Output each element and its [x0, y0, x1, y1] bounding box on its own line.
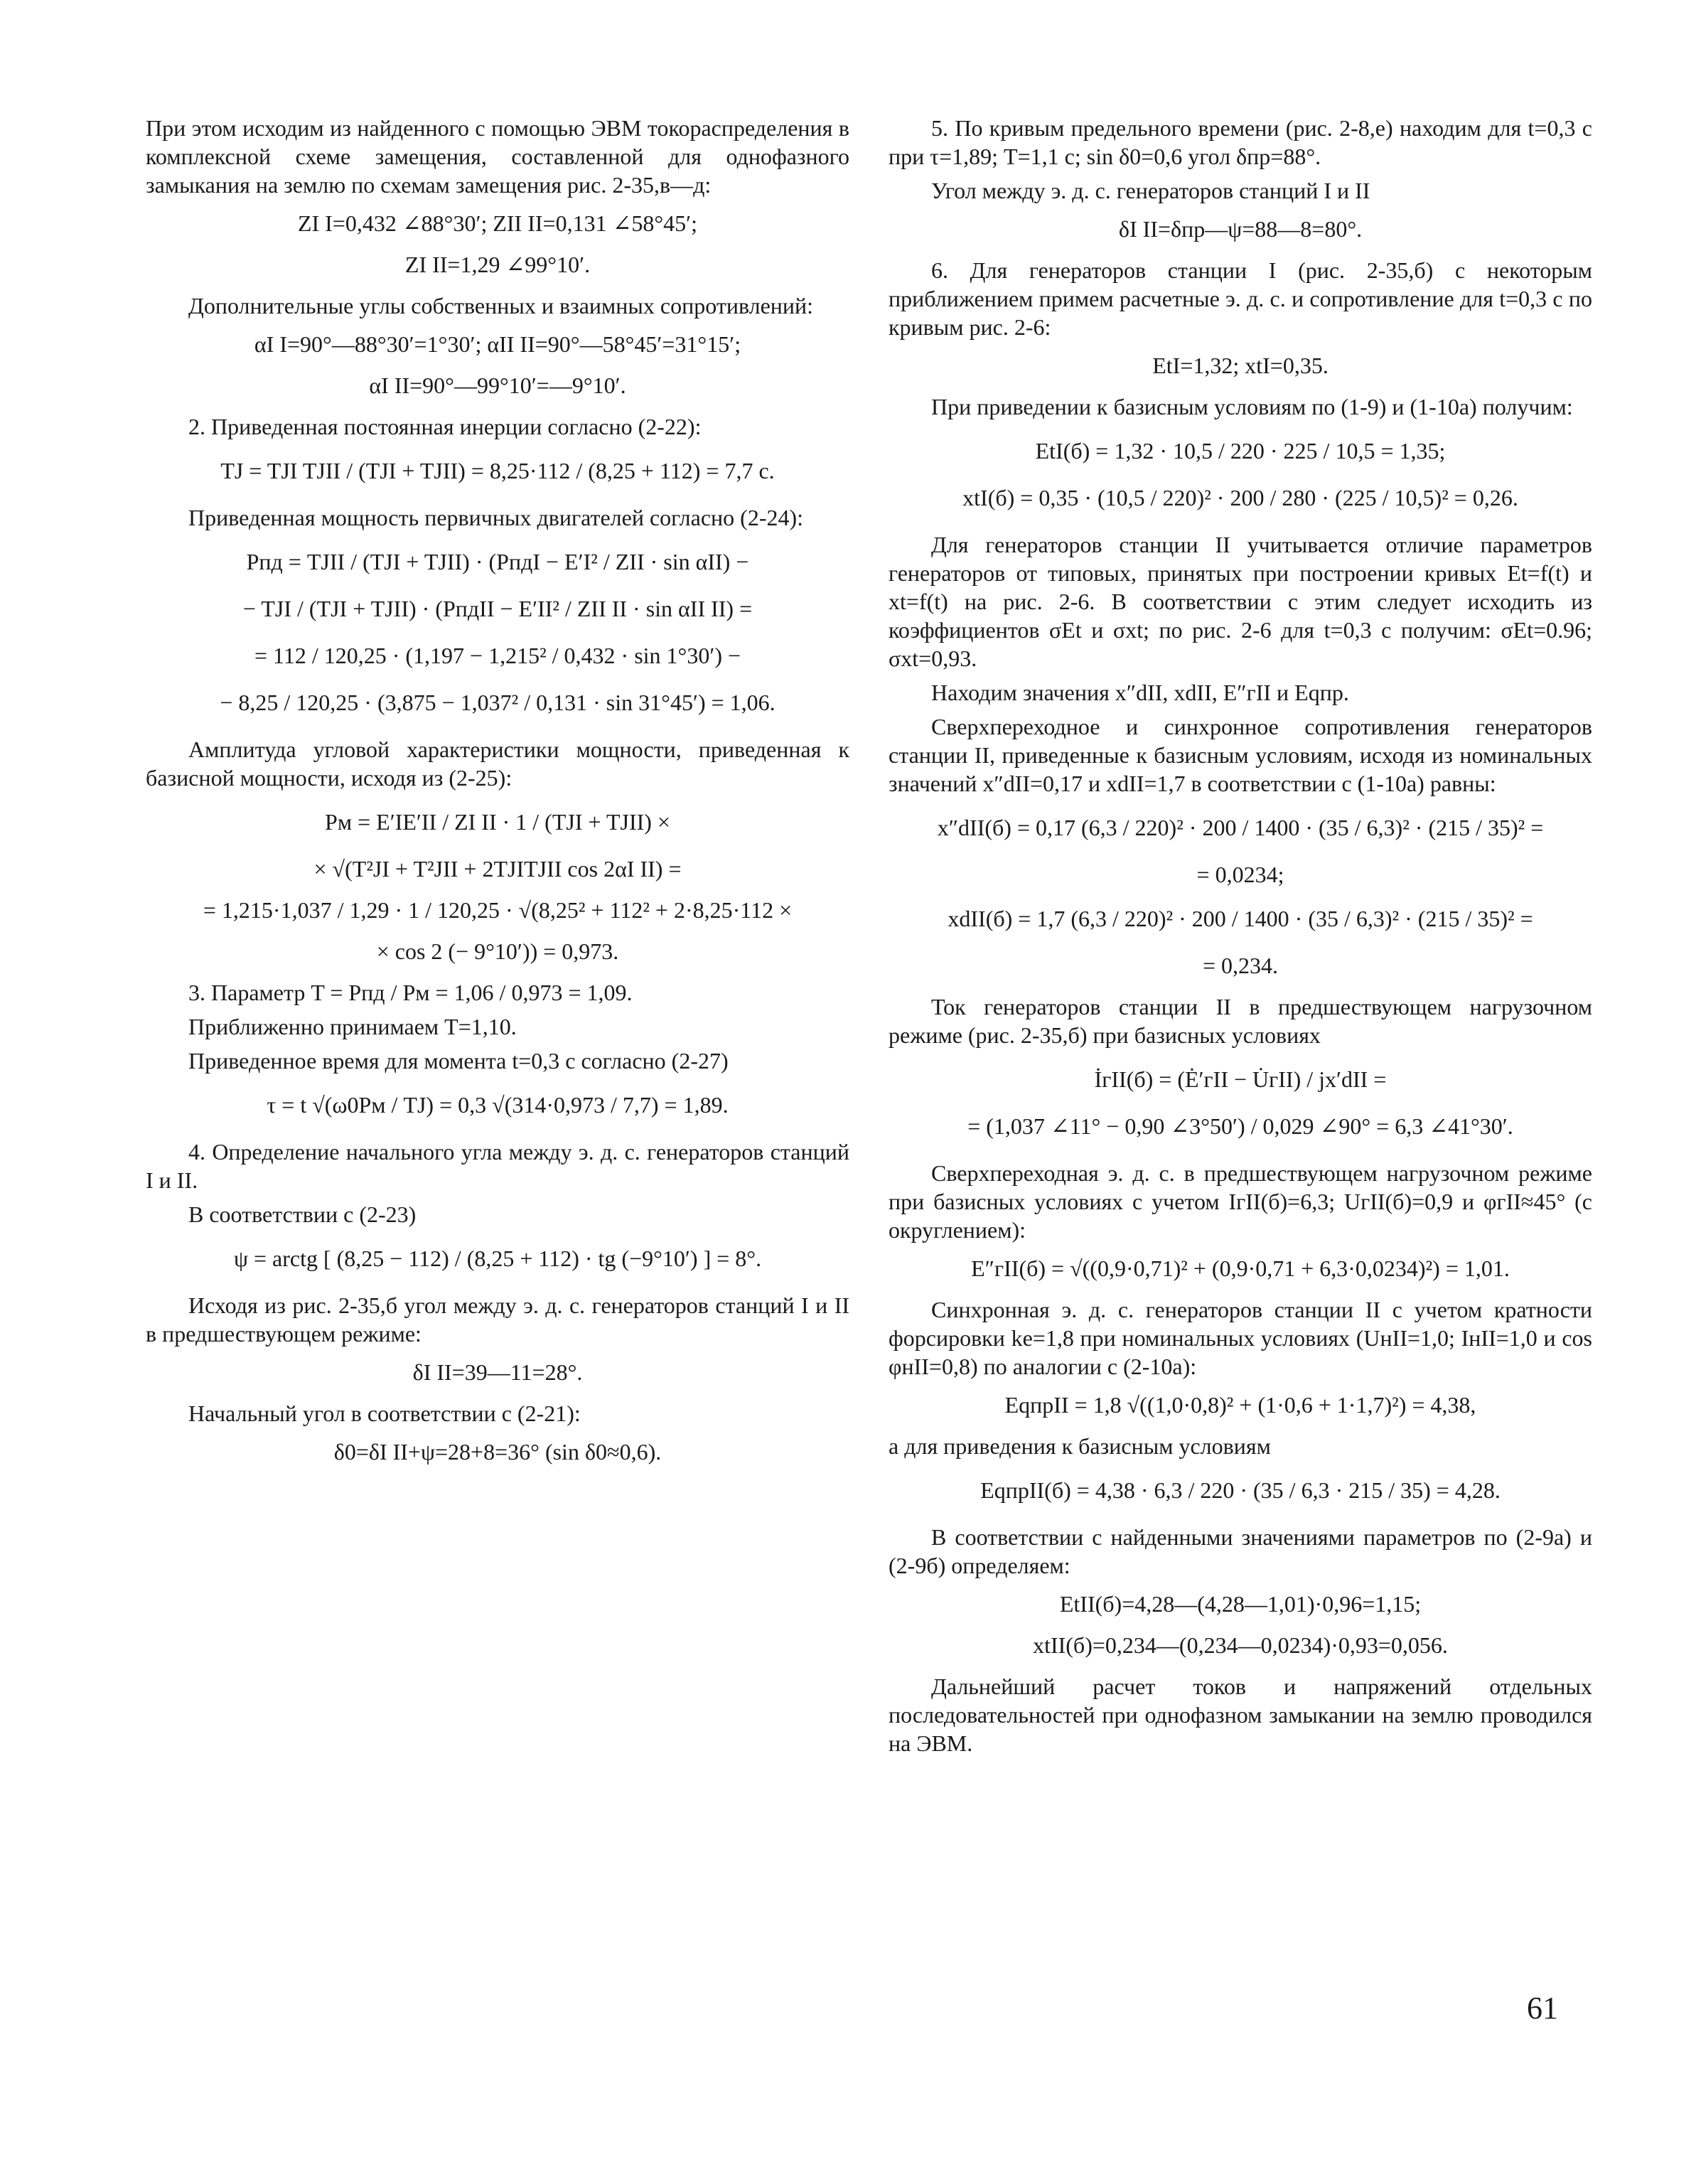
formula: − TJI / (TJI + TJII) · (PпдII − E′II² / ZII II · sin αII II) =: [242, 596, 753, 621]
formula: xtI(б) = 0,35 · (10,5 / 220)² · 200 / 280 · (225 / 10,5)² = 0,26.: [962, 485, 1518, 510]
formula: = 0,0234;: [1196, 862, 1284, 887]
formula: × cos 2 (− 9°10′)) = 0,973.: [376, 938, 619, 964]
paragraph: Приведенное время для момента t=0,3 с согласно (2-27): [188, 1048, 729, 1074]
paragraph: Угол между э. д. с. генераторов станций I и II: [931, 178, 1370, 203]
formula: EtI=1,32; xtI=0,35.: [1152, 353, 1329, 378]
formula: τ = t √(ω0Pм / TJ) = 0,3 √(314·0,973 / 7,7) = 1,89.: [267, 1092, 729, 1118]
formula: δI II=39—11=28°.: [412, 1359, 583, 1385]
formula: xtII(б)=0,234—(0,234—0,0234)·0,93=0,056.: [1033, 1632, 1448, 1658]
formula: = 0,234.: [1202, 953, 1279, 978]
paragraph: При приведении к базисным условиям по (1-9) и (1-10а) получим:: [931, 394, 1573, 419]
paragraph: В соответствии с найденными значениями параметров по (2-9а) и (2-9б) определяем:: [889, 1524, 1592, 1578]
paragraph: Ток генераторов станции II в предшествующем нагрузочном режиме (рис. 2-35,б) при базисных условиях: [889, 994, 1592, 1048]
formula: x″dII(б) = 0,17 (6,3 / 220)² · 200 / 1400 · (35 / 6,3)² · (215 / 35)² =: [937, 815, 1544, 840]
right-column: [889, 114, 1592, 1763]
formula: İгII(б) = (Ė′гII − U̇гII) / jx′dII =: [1094, 1066, 1387, 1092]
paragraph: Дополнительные углы собственных и взаимных сопротивлений:: [188, 293, 814, 318]
formula: xdII(б) = 1,7 (6,3 / 220)² · 200 / 1400 · (35 / 6,3)² · (215 / 35)² =: [948, 906, 1533, 931]
formula: TJ = TJI TJII / (TJI + TJII) = 8,25·112 / (8,25 + 112) = 7,7 с.: [220, 458, 775, 483]
formula: = 1,215·1,037 / 1,29 · 1 / 120,25 · √(8,25² + 112² + 2·8,25·112 ×: [203, 897, 793, 923]
paragraph: Начальный угол в соответствии с (2-21):: [188, 1401, 581, 1426]
formula: EqпрII = 1,8 √((1,0·0,8)² + (1·0,6 + 1·1,7)²) = 4,38,: [1004, 1392, 1476, 1418]
paragraph: 5. По кривым предельного времени (рис. 2-8,е) находим для t=0,3 с при τ=1,89; T=1,1 с; sin δ0=0,6 угол δпр=88°.: [889, 115, 1592, 169]
paragraph: а для приведения к базисным условиям: [889, 1433, 1271, 1459]
formula: = (1,037 ∠11° − 0,90 ∠3°50′) / 0,029 ∠90° = 6,3 ∠41°30′.: [967, 1113, 1513, 1139]
paragraph: Синхронная э. д. с. генераторов станции II с учетом кратности форсировки ke=1,8 при номинальных условиях (UнII=1,0; IнII=1,0 и cos φнII=0,8) по аналогии с (2-10а):: [889, 1297, 1592, 1379]
formula: E″гII(б) = √((0,9·0,71)² + (0,9·0,71 + 6,3·0,0234)²) = 1,01.: [971, 1256, 1510, 1281]
formula: Pпд = TJII / (TJI + TJII) · (PпдI − E′I² / ZII · sin αII) −: [246, 549, 749, 574]
formula: ZI I=0,432 ∠88°30′; ZII II=0,131 ∠58°45′;: [297, 210, 698, 236]
formula: − 8,25 / 120,25 · (3,875 − 1,037² / 0,131 · sin 31°45′) = 1,06.: [220, 690, 775, 715]
paragraph: Дальнейший расчет токов и напряжений отдельных последовательностей при однофазном замыкании на землю проводился на ЭВМ.: [889, 1674, 1592, 1756]
formula: αI II=90°—99°10′=—9°10′.: [369, 373, 626, 398]
formula: EtII(б)=4,28—(4,28—1,01)·0,96=1,15;: [1059, 1591, 1422, 1617]
paragraph: Исходя из рис. 2-35,б угол между э. д. с. генераторов станций I и II в предшествующем режиме:: [146, 1292, 849, 1347]
paragraph: Для генераторов станции II учитывается отличие параметров генераторов от типовых, принятых при построении кривых Et=f(t) и xt=f(t) на рис. 2-6. В соответствии с этим следует исходить из коэффициентов σEt и σxt; по рис. 2-6 для t=0,3 с получим: σEt=0.96; σxt=0,93.: [889, 532, 1592, 671]
paragraph: Приближенно принимаем T=1,10.: [188, 1014, 517, 1039]
formula: Pм = E′IE′II / ZI II · 1 / (TJI + TJII) ×: [325, 809, 670, 835]
paragraph: При этом исходим из найденного с помощью ЭВМ токораспределения в комплексной схеме замещения, составленной для однофазного замыкания на землю по схемам замещения рис. 2-35,в—д:: [146, 115, 849, 198]
paragraph: 4. Определение начального угла между э. д. с. генераторов станций I и II.: [146, 1139, 849, 1193]
paragraph: Сверхпереходная э. д. с. в предшествующем нагрузочном режиме при базисных условиях с учетом IгII(б)=6,3; UгII(б)=0,9 и φгII≈45° (с округлением):: [889, 1160, 1592, 1243]
page-number: 61: [1527, 1991, 1558, 2025]
paragraph: В соответствии с (2-23): [188, 1201, 417, 1227]
formula: ZI II=1,29 ∠99°10′.: [404, 252, 591, 277]
left-column: [146, 114, 849, 1479]
formula: EtI(б) = 1,32 · 10,5 / 220 · 225 / 10,5 = 1,35;: [1035, 438, 1446, 464]
paragraph: Находим значения x″dII, xdII, E″гII и Eqпр.: [931, 680, 1349, 705]
formula: = 112 / 120,25 · (1,197 − 1,215² / 0,432 · sin 1°30′) −: [254, 643, 741, 668]
formula: × √(T²JI + T²JII + 2TJITJII cos 2αI II) =: [313, 856, 682, 882]
formula: αI I=90°—88°30′=1°30′; αII II=90°—58°45′=31°15′;: [254, 331, 741, 357]
formula: δI II=δпр—ψ=88—8=80°.: [1118, 216, 1363, 242]
formula: ψ = arctg [ (8,25 − 112) / (8,25 + 112) · tg (−9°10′) ] = 8°.: [233, 1246, 762, 1271]
formula: EqпрII(б) = 4,38 · 6,3 / 220 · (35 / 6,3 · 215 / 35) = 4,28.: [980, 1477, 1501, 1503]
paragraph: 3. Параметр T = Pпд / Pм = 1,06 / 0,973 = 1,09.: [188, 980, 633, 1005]
paragraph: Сверхпереходное и синхронное сопротивления генераторов станции II, приведенные к базисным условиям, исходя из номинальных значений x″dII=0,17 и xdII=1,7 в соответствии с (1-10а) равны:: [889, 714, 1592, 796]
paragraph: Приведенная мощность первичных двигателей согласно (2-24):: [188, 505, 804, 530]
paragraph: Амплитуда угловой характеристики мощности, приведенная к базисной мощности, исходя из (2-25):: [146, 737, 849, 791]
paragraph: 6. Для генераторов станции I (рис. 2-35,б) с некоторым приближением примем расчетные э. д. с. и сопротивление для t=0,3 с по кривым рис. 2-6:: [889, 257, 1593, 340]
paragraph: 2. Приведенная постоянная инерции согласно (2-22):: [188, 414, 702, 439]
formula: δ0=δI II+ψ=28+8=36° (sin δ0≈0,6).: [333, 1439, 662, 1465]
